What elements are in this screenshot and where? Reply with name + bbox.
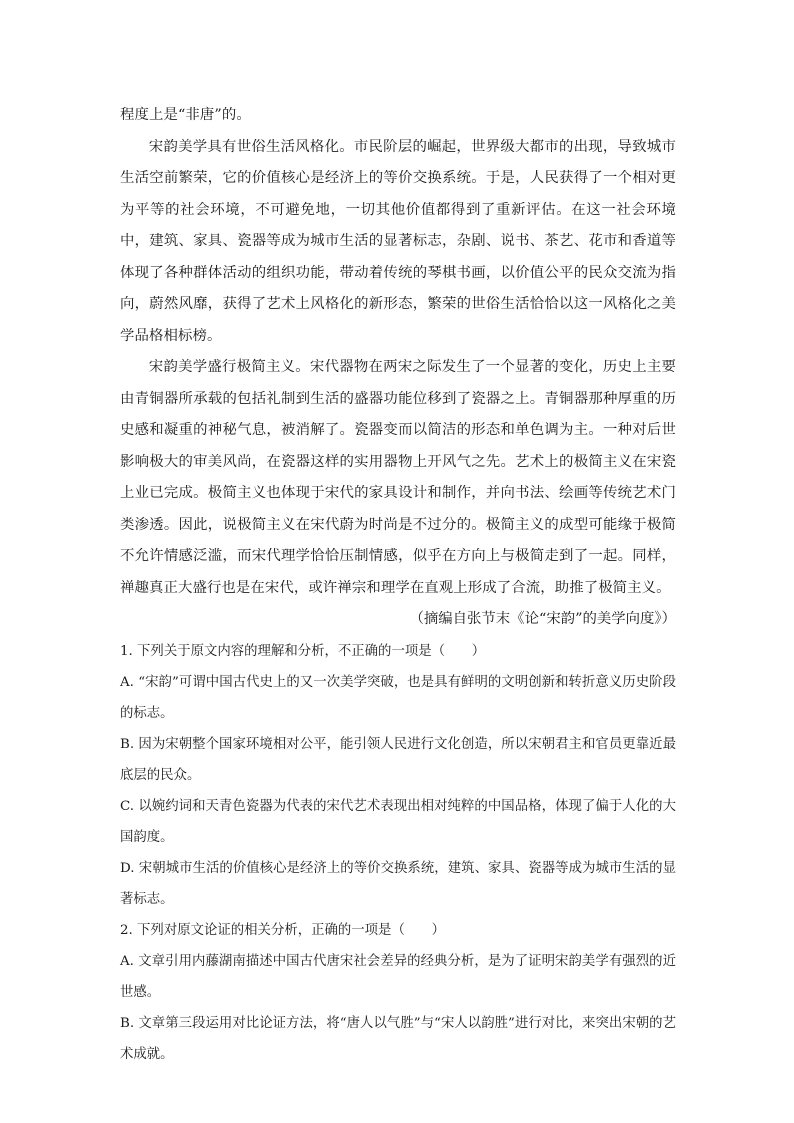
document-page: [120, 100, 676, 1070]
passage-paragraph-secular-style: 宋韵美学具有世俗生活风格化。市民阶层的崛起，世界级大都市的出现，导致城市生活空前繁荣，它的价值核心是经济上的等价交换系统。于是，人民获得了一个相对更为平等的社会环境，不可避免地，一切其他价值都得到了重新评估。在这一社会环境中，建筑、家具、瓷器等成为城市生活的显著标志，杂剧、说书、茶艺、花市和香道等体现了各种群体活动的组织功能，带动着传统的琴棋书画，以价值公平的民众交流为指向，蔚然风靡，获得了艺术上风格化的新形态，繁荣的世俗生活恰恰以这一风格化之美学品格相标榜。: [120, 138, 676, 344]
question-1-stem: 1. 下列关于原文内容的理解和分析，不正确的一项是（ ）: [120, 643, 486, 659]
passage-source-citation: （摘编自张节末《论“宋韵”的美学向度》）: [409, 611, 676, 627]
passage-paragraph-minimalism: 宋韵美学盛行极简主义。宋代器物在两宋之际发生了一个显著的变化，历史上主要由青铜器所承载的包括礼制到生活的盛器功能位移到了瓷器之上。青铜器那种厚重的历史感和凝重的神秘气息，被消解了。瓷器变而以简洁的形态和单色调为主。一种对后世影响极大的审美风尚，在瓷器这样的实用器物上开风气之先。艺术上的极简主义在宋瓷上业已完成。极简主义也体现于宋代的家具设计和制作，并向书法、绘画等传统艺术门类渗透。因此，说极简主义在宋代蔚为时尚是不过分的。极简主义的成型可能缘于极简不允许情感泛滥，而宋代理学恰恰压制情感，似乎在方向上与极简走到了一起。同样，禅趣真正大盛行也是在宋代，或许禅宗和理学在直观上形成了合流，助推了极简主义。: [120, 359, 676, 596]
question-1-option-b: B. 因为宋朝整个国家环境相对公平，能引领人民进行文化创造，所以宋朝君主和官员更靠近最底层的民众。: [120, 736, 676, 783]
question-2-option-a: A. 文章引用内藤湖南描述中国古代唐宋社会差异的经典分析，是为了证明宋韵美学有强烈的近世感。: [120, 953, 676, 1000]
question-1-option-c: C. 以婉约词和天青色瓷器为代表的宋代艺术表现出相对纯粹的中国品格，体现了偏于人化的大国韵度。: [120, 798, 676, 845]
passage-paragraph-continued: 程度上是“非唐”的。: [120, 107, 251, 123]
question-1-option-d: D. 宋朝城市生活的价值核心是经济上的等价交换系统，建筑、家具、瓷器等成为城市生活的显著标志。: [120, 860, 676, 907]
question-1-option-a: A. “宋韵”可谓中国古代史上的又一次美学突破，也是具有鲜明的文明创新和转折意义历史阶段的标志。: [120, 674, 676, 721]
question-2-option-b: B. 文章第三段运用对比论证方法，将“唐人以气胜”与“宋人以韵胜”进行对比，来突出宋朝的艺术成就。: [120, 1015, 676, 1062]
question-2-stem: 2. 下列对原文论证的相关分析，正确的一项是（ ）: [120, 922, 446, 938]
